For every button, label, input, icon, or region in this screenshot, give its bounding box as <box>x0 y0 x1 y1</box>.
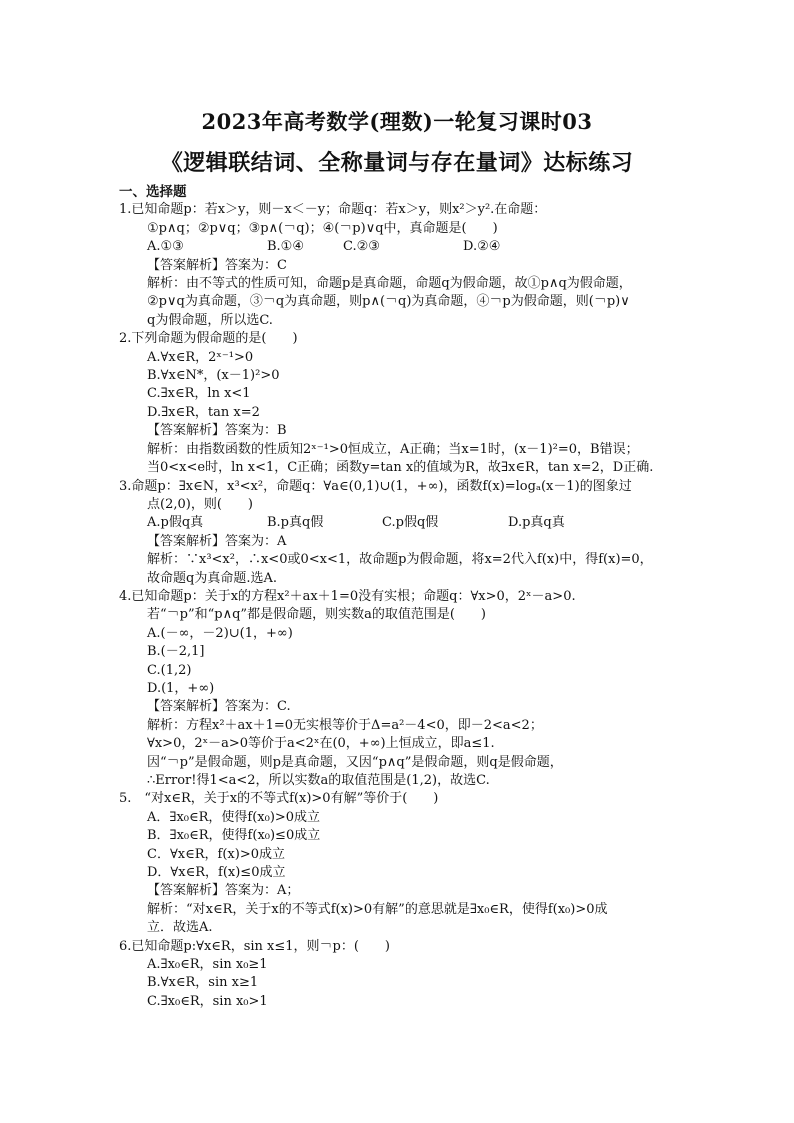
option-d: D.②④ <box>463 239 501 255</box>
explanation-text: q为假命题，所以选C. <box>147 312 273 328</box>
document-body <box>119 183 679 1011</box>
question-stem: 点(2,0)，则( ) <box>147 496 253 512</box>
explanation-text: ∴Error!得1<a<2，所以实数a的取值范围是(1,2)，故选C. <box>147 773 490 788</box>
explanation-text: ②p∨q为真命题，③￢q为真命题，则p∧(￢q)为真命题，④￢p为假命题，则(￢p)∨ <box>147 294 630 310</box>
option-a: A.∃x₀∈R，sin x₀≥1 <box>147 957 268 973</box>
question-4 <box>119 588 679 790</box>
option-b: B.∀x∈N*，(x－1)²>0 <box>147 368 280 384</box>
explanation-text: ∀x>0，2ˣ－a>0等价于a<2ˣ在(0，+∞)上恒成立，即a≤1. <box>147 736 495 752</box>
section-heading: 一、选择题 <box>119 184 187 200</box>
question-6 <box>119 938 679 1012</box>
option-a: A.①③ <box>147 239 184 255</box>
question-stem: ①p∧q；②p∨q；③p∧(￢q)；④(￢p)∨q中，真命题是( ) <box>147 220 498 236</box>
explanation-text: 解析：由不等式的性质可知，命题p是真命题，命题q为假命题，故①p∧q为假命题， <box>147 276 632 292</box>
option-a: A.p假q真 <box>147 515 204 531</box>
option-c: C.②③ <box>343 239 380 255</box>
option-b: B.p真q假 <box>267 515 324 531</box>
question-stem: 4.已知命题p：关于x的方程x²＋ax＋1=0没有实根；命题q：∀x>0，2ˣ－a>0. <box>119 588 576 604</box>
explanation-text: 故命题q为真命题.选A. <box>147 570 277 586</box>
explanation-text: 立．故选A. <box>147 920 213 936</box>
option-c: C.(1,2) <box>147 662 192 678</box>
question-2 <box>119 330 679 477</box>
document-title: 2023年高考数学(理数)一轮复习课时03 <box>201 109 593 134</box>
explanation-text: 解析：方程x²＋ax＋1=0无实根等价于Δ=a²－4<0，即－2<a<2； <box>147 717 543 733</box>
option-a: A.∀x∈R，2ˣ⁻¹>0 <box>147 349 254 365</box>
option-b: B.∀x∈R，sin x≥1 <box>147 975 259 991</box>
question-stem: 若“￢p”和“p∧q”都是假命题，则实数a的取值范围是( ) <box>147 607 486 623</box>
option-b: B．∃x₀∈R，使得f(x₀)≤0成立 <box>147 828 321 844</box>
answer-label: 【答案解析】答案为：A <box>147 533 287 549</box>
question-5 <box>119 790 679 937</box>
option-b: B.(－2,1] <box>147 644 205 660</box>
answer-label: 【答案解析】答案为：B <box>147 423 287 439</box>
option-d: D．∀x∈R，f(x)≤0成立 <box>147 865 286 881</box>
question-stem: 2.下列命题为假命题的是( ) <box>119 331 298 347</box>
question-1 <box>119 201 679 330</box>
answer-options <box>119 514 679 532</box>
option-d: D.(1，+∞) <box>147 680 215 696</box>
option-c: C．∀x∈R，f(x)>0成立 <box>147 846 285 862</box>
question-stem: 3.命题p：∃x∈N，x³<x²，命题q：∀a∈(0,1)∪(1，+∞)，函数f(x)=logₐ(x－1)的图象过 <box>119 478 632 494</box>
question-stem: 6.已知命题p:∀x∈R，sin x≤1，则￢p：( ) <box>119 938 390 954</box>
option-b: B.①④ <box>267 239 304 255</box>
explanation-text: 解析：“对x∈R，关于x的不等式f(x)>0有解”的意思就是∃x₀∈R，使得f(x₀)>0成 <box>147 901 608 917</box>
answer-label: 【答案解析】答案为：C. <box>147 699 291 715</box>
option-a: A.(－∞，－2)∪(1，+∞) <box>147 625 293 641</box>
question-stem: 5. “对x∈R，关于x的不等式f(x)>0有解”等价于( ) <box>119 791 439 807</box>
answer-label: 【答案解析】答案为：C <box>147 257 287 273</box>
document-subtitle: 《逻辑联结词、全称量词与存在量词》达标练习 <box>160 150 634 176</box>
option-c: C.p假q假 <box>382 515 439 531</box>
explanation-text: 解析：∵x³<x²，∴x<0或0<x<1，故命题p为假命题，将x=2代入f(x)中，得f(x)=0， <box>147 552 653 568</box>
option-c: C.∃x∈R，ln x<1 <box>147 386 251 402</box>
option-d: D.∃x∈R，tan x=2 <box>147 404 260 420</box>
option-a: A．∃x₀∈R，使得f(x₀)>0成立 <box>147 809 321 825</box>
option-d: D.p真q真 <box>508 515 565 531</box>
question-3 <box>119 478 679 588</box>
answer-label: 【答案解析】答案为：A； <box>147 883 300 899</box>
explanation-text: 解析：由指数函数的性质知2ˣ⁻¹>0恒成立，A正确；当x=1时，(x－1)²=0，B错误； <box>147 441 639 457</box>
explanation-text: 当0<x<e时，ln x<1，C正确；函数y=tan x的值域为R，故∃x∈R，tan x=2，D正确. <box>147 460 654 476</box>
explanation-text: 因“￢p”是假命题，则p是真命题，又因“p∧q”是假命题，则q是假命题， <box>147 754 563 770</box>
answer-options <box>119 238 679 256</box>
option-c: C.∃x₀∈R，sin x₀>1 <box>147 993 268 1009</box>
question-stem: 1.已知命题p：若x＞y，则－x＜－y；命题q：若x＞y，则x²＞y².在命题： <box>119 202 547 218</box>
